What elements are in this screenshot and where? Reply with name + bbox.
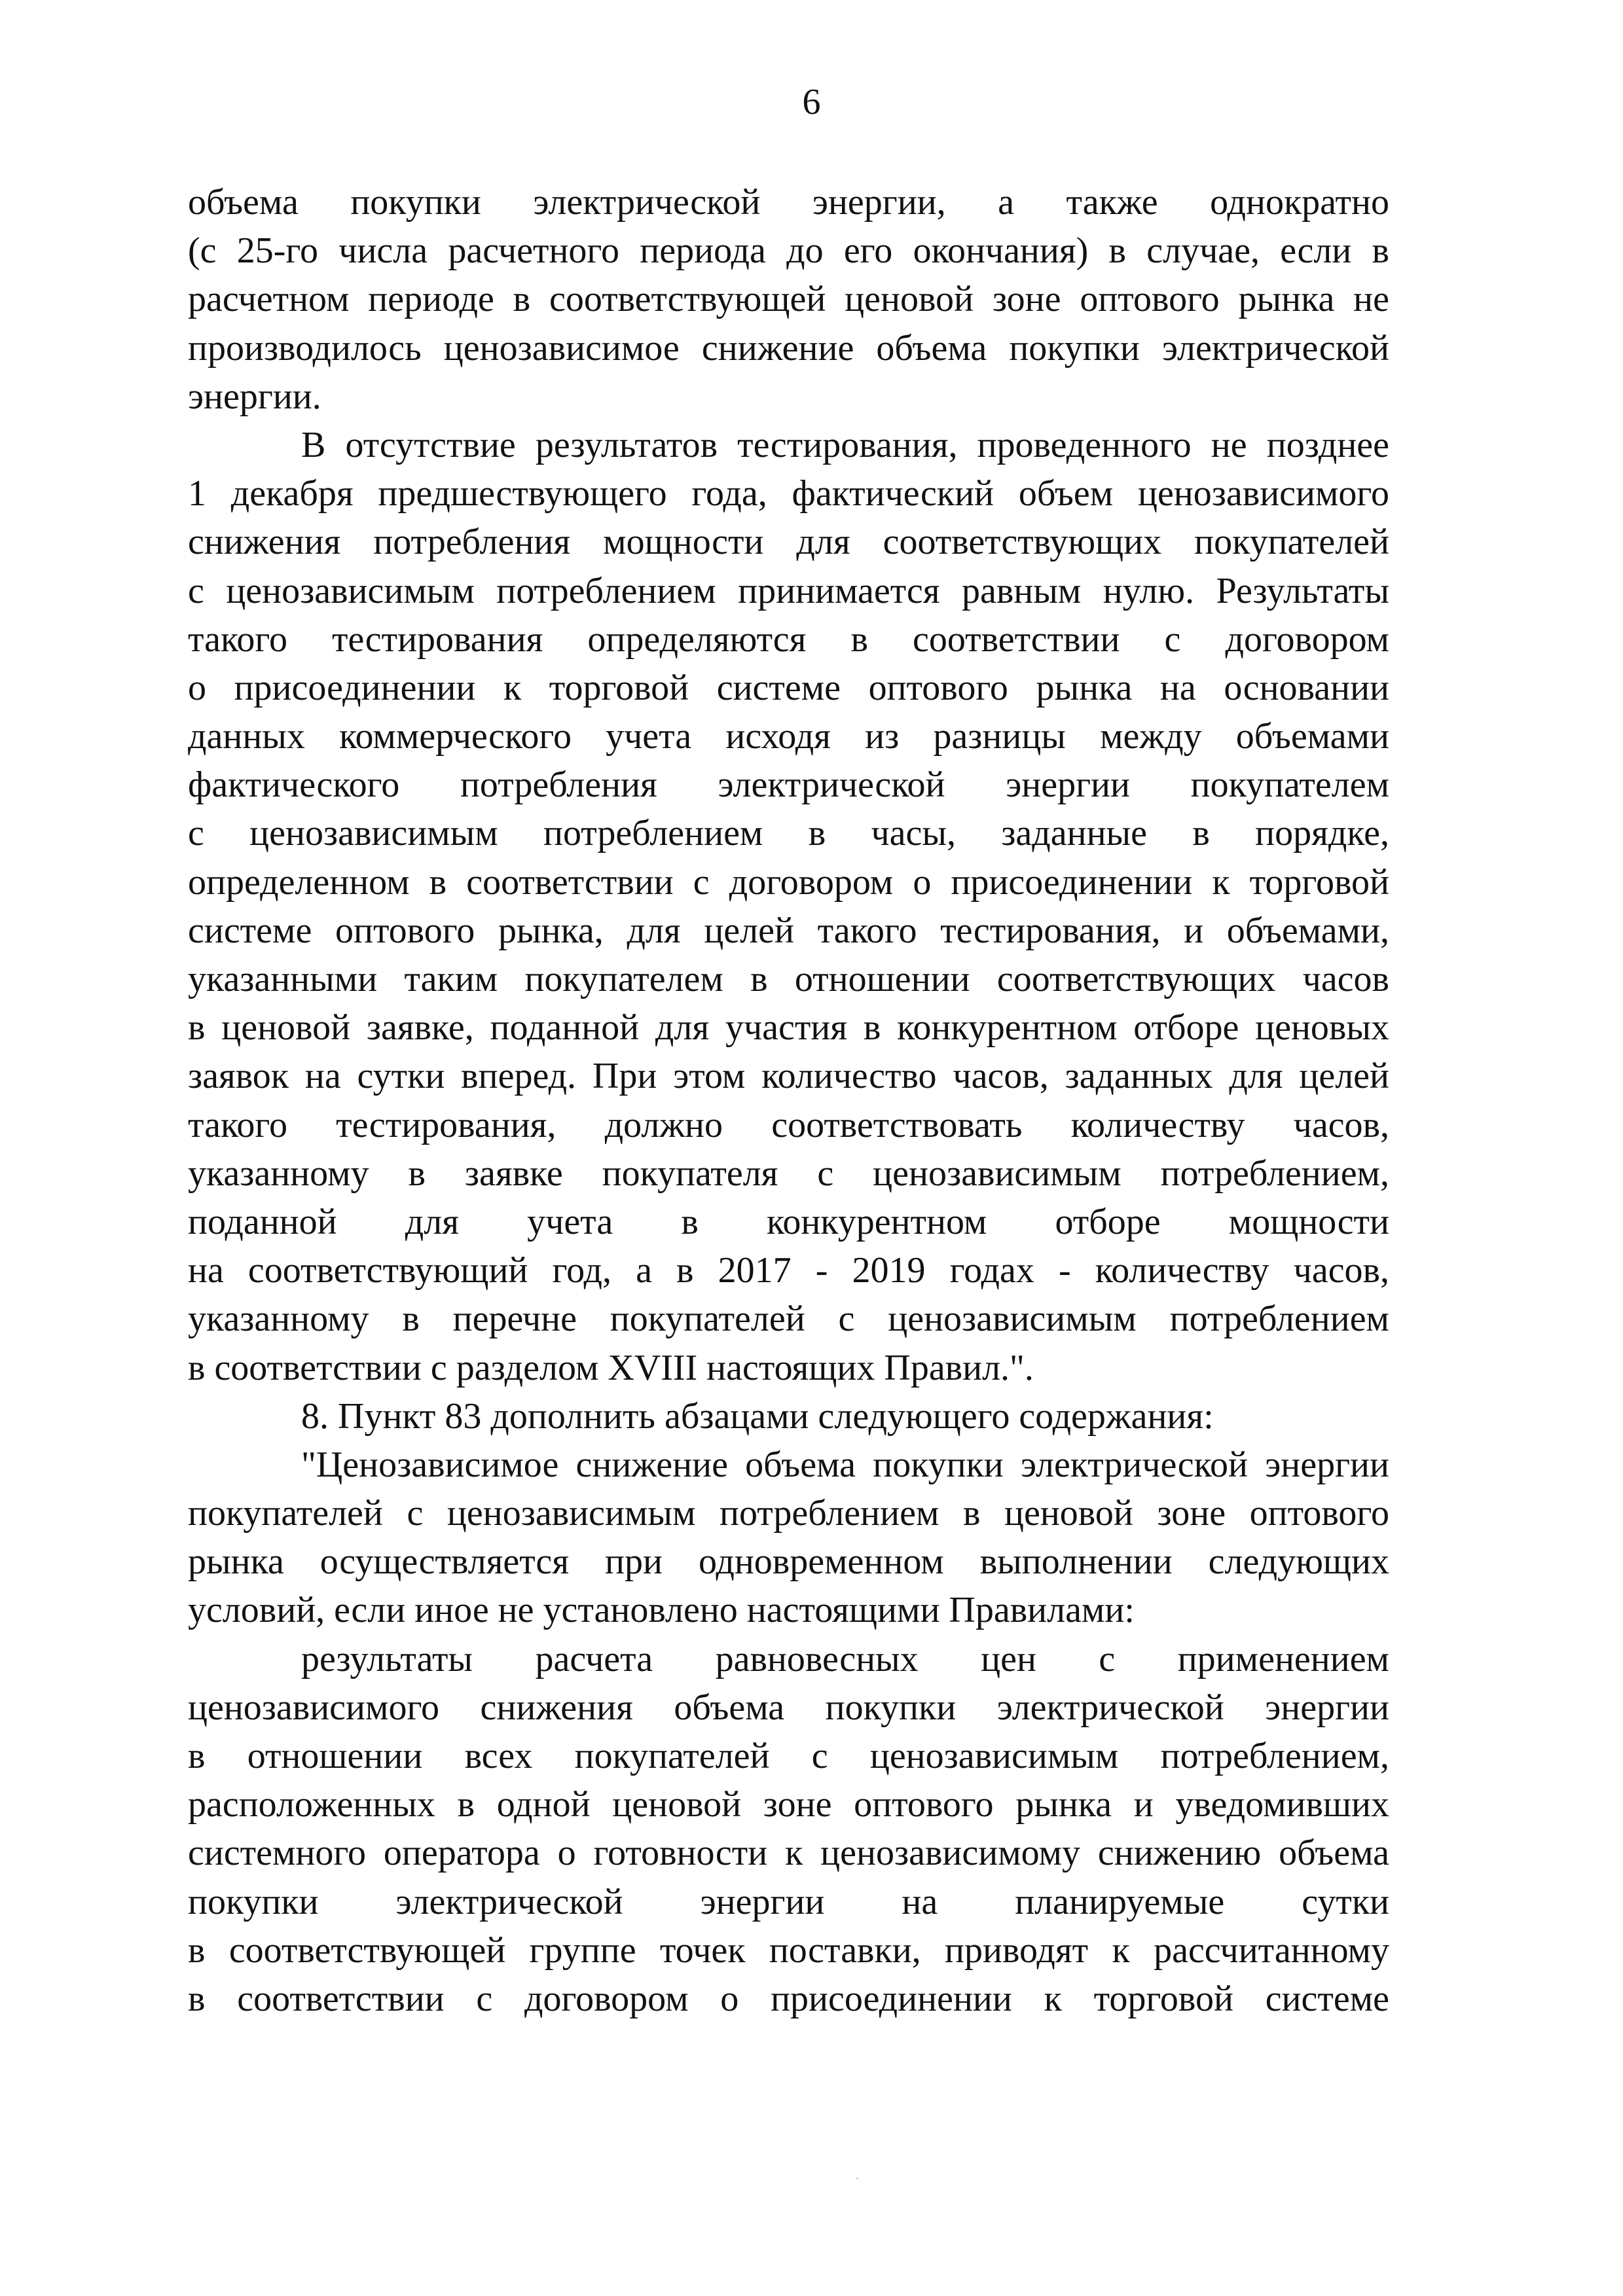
paragraph (188, 178, 1389, 421)
text-line: на соответствующий год, а в 2017 - 2019 годах - количеству часов, (188, 1250, 1389, 1291)
text-line: данных коммерческого учета исходя из разницы между объемами (188, 716, 1389, 757)
paragraph (188, 1392, 1389, 1441)
text-line: (с 25-го числа расчетного периода до его окончания) в случае, если в (188, 230, 1389, 272)
text-line: указанными таким покупателем в отношении соответствующих часов (188, 959, 1389, 999)
text-line: такого тестирования, должно соответствовать количеству часов, (188, 1104, 1389, 1145)
text-line: о присоединении к торговой системе оптового рынка на основании (188, 667, 1389, 708)
text-line: расположенных в одной ценовой зоне оптового рынка и уведомивших (188, 1784, 1389, 1825)
text-line: в соответствующей группе точек поставки, приводят к рассчитанному (188, 1929, 1389, 1971)
text-line: заявок на сутки вперед. При этом количество часов, заданных для целей (188, 1056, 1389, 1097)
text-line: в соответствии с разделом XVIII настоящих Правил.". (188, 1347, 1034, 1388)
text-line: рынка осуществляется при одновременном выполнении следующих (188, 1541, 1389, 1583)
text-line: объема покупки электрической энергии, а также однократно (188, 182, 1389, 223)
text-line: такого тестирования определяются в соответствии с договором (188, 619, 1389, 660)
paragraph (188, 1635, 1389, 2024)
text-line: условий, если иное не установлено настоящими Правилами: (188, 1590, 1135, 1631)
page-number: 6 (802, 82, 821, 122)
text-line: указанному в заявке покупателя с ценозависимым потреблением, (188, 1153, 1389, 1194)
text-line: поданной для учета в конкурентном отборе мощности (188, 1201, 1389, 1242)
text-line: В отсутствие результатов тестирования, проведенного не позднее (301, 424, 1389, 465)
text-line: системе оптового рынка, для целей такого тестирования, и объемами, (188, 910, 1389, 951)
text-line: с ценозависимым потреблением принимается равным нулю. Результаты (188, 570, 1389, 611)
text-line: фактического потребления электрической энергии покупателем (188, 764, 1389, 806)
text-line: снижения потребления мощности для соответствующих покупателей (188, 522, 1389, 563)
text-line: 1 декабря предшествующего года, фактический объем ценозависимого (188, 473, 1389, 514)
text-line: с ценозависимым потреблением в часы, заданные в порядке, (188, 813, 1389, 854)
text-line: в ценовой заявке, поданной для участия в конкурентном отборе ценовых (188, 1007, 1389, 1049)
text-line: определенном в соответствии с договором о присоединении к торговой (188, 861, 1389, 903)
text-line: в отношении всех покупателей с ценозависимым потреблением, (188, 1736, 1389, 1776)
document-body (188, 178, 1389, 2023)
text-line: системного оператора о готовности к ценозависимому снижению объема (188, 1833, 1389, 1874)
text-line: указанному в перечне покупателей с ценозависимым потреблением (188, 1299, 1389, 1340)
text-line: "Ценозависимое снижение объема покупки электрической энергии (301, 1444, 1389, 1485)
text-line: производилось ценозависимое снижение объема покупки электрической (188, 327, 1389, 368)
scan-artifact-dot (856, 2178, 858, 2179)
text-line: расчетном периоде в соответствующей ценовой зоне оптового рынка не (188, 279, 1389, 320)
paragraph (188, 1441, 1389, 1635)
paragraph (188, 421, 1389, 1392)
text-line: 8. Пункт 83 дополнить абзацами следующего содержания: (301, 1395, 1214, 1437)
text-line: покупателей с ценозависимым потреблением в ценовой зоне оптового (188, 1493, 1389, 1534)
text-line: ценозависимого снижения объема покупки электрической энергии (188, 1687, 1389, 1728)
text-line: в соответствии с договором о присоединении к торговой системе (188, 1978, 1389, 2019)
text-line: покупки электрической энергии на планируемые сутки (188, 1881, 1389, 1922)
text-line: энергии. (188, 376, 321, 417)
text-line: результаты расчета равновесных цен с применением (301, 1638, 1389, 1679)
